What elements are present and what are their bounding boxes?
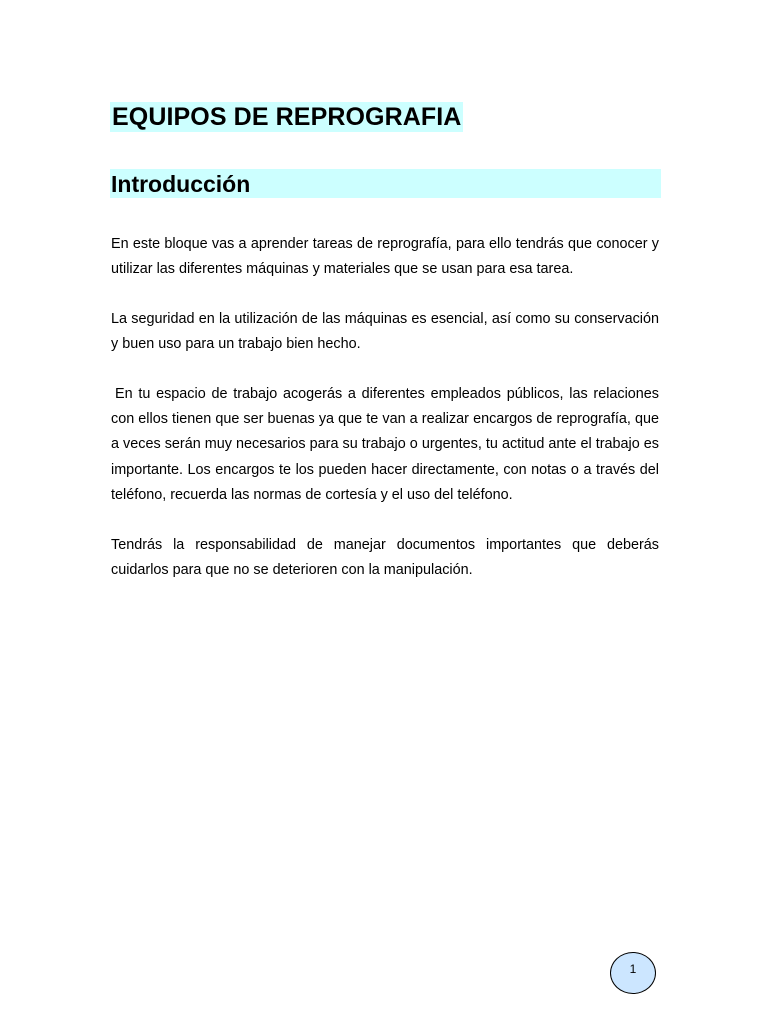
- page-number-badge: [610, 952, 656, 994]
- section-heading-introduccion: Introducción: [110, 169, 661, 198]
- paragraph-3: En tu espacio de trabajo acogerás a diferentes empleados públicos, las relaciones con ellos tienen que ser buenas ya que te van a realizar encargos de reprografía, que a veces serán muy necesarios para su trabajo o urgentes, tu actitud ante el trabajo es importante. Los encargos te los pueden hacer directamente, con notas o a través del teléfono, recuerda las normas de cortesía y el uso del teléfono.: [111, 385, 659, 504]
- paragraph-1: En este bloque vas a aprender tareas de reprografía, para ello tendrás que conocer y utilizar las diferentes máquinas y materiales que se usan para esa tarea.: [111, 236, 659, 278]
- paragraph-4: Tendrás la responsabilidad de manejar documentos importantes que deberás cuidarlos para que no se deterioren con la manipulación.: [111, 536, 659, 579]
- body-text: [111, 232, 659, 607]
- paragraph-2: La seguridad en la utilización de las máquinas es esencial, así como su conservación y buen uso para un trabajo bien hecho.: [111, 310, 659, 353]
- page-number: 1: [629, 962, 637, 976]
- document-title: EQUIPOS DE REPROGRAFIA: [112, 103, 462, 131]
